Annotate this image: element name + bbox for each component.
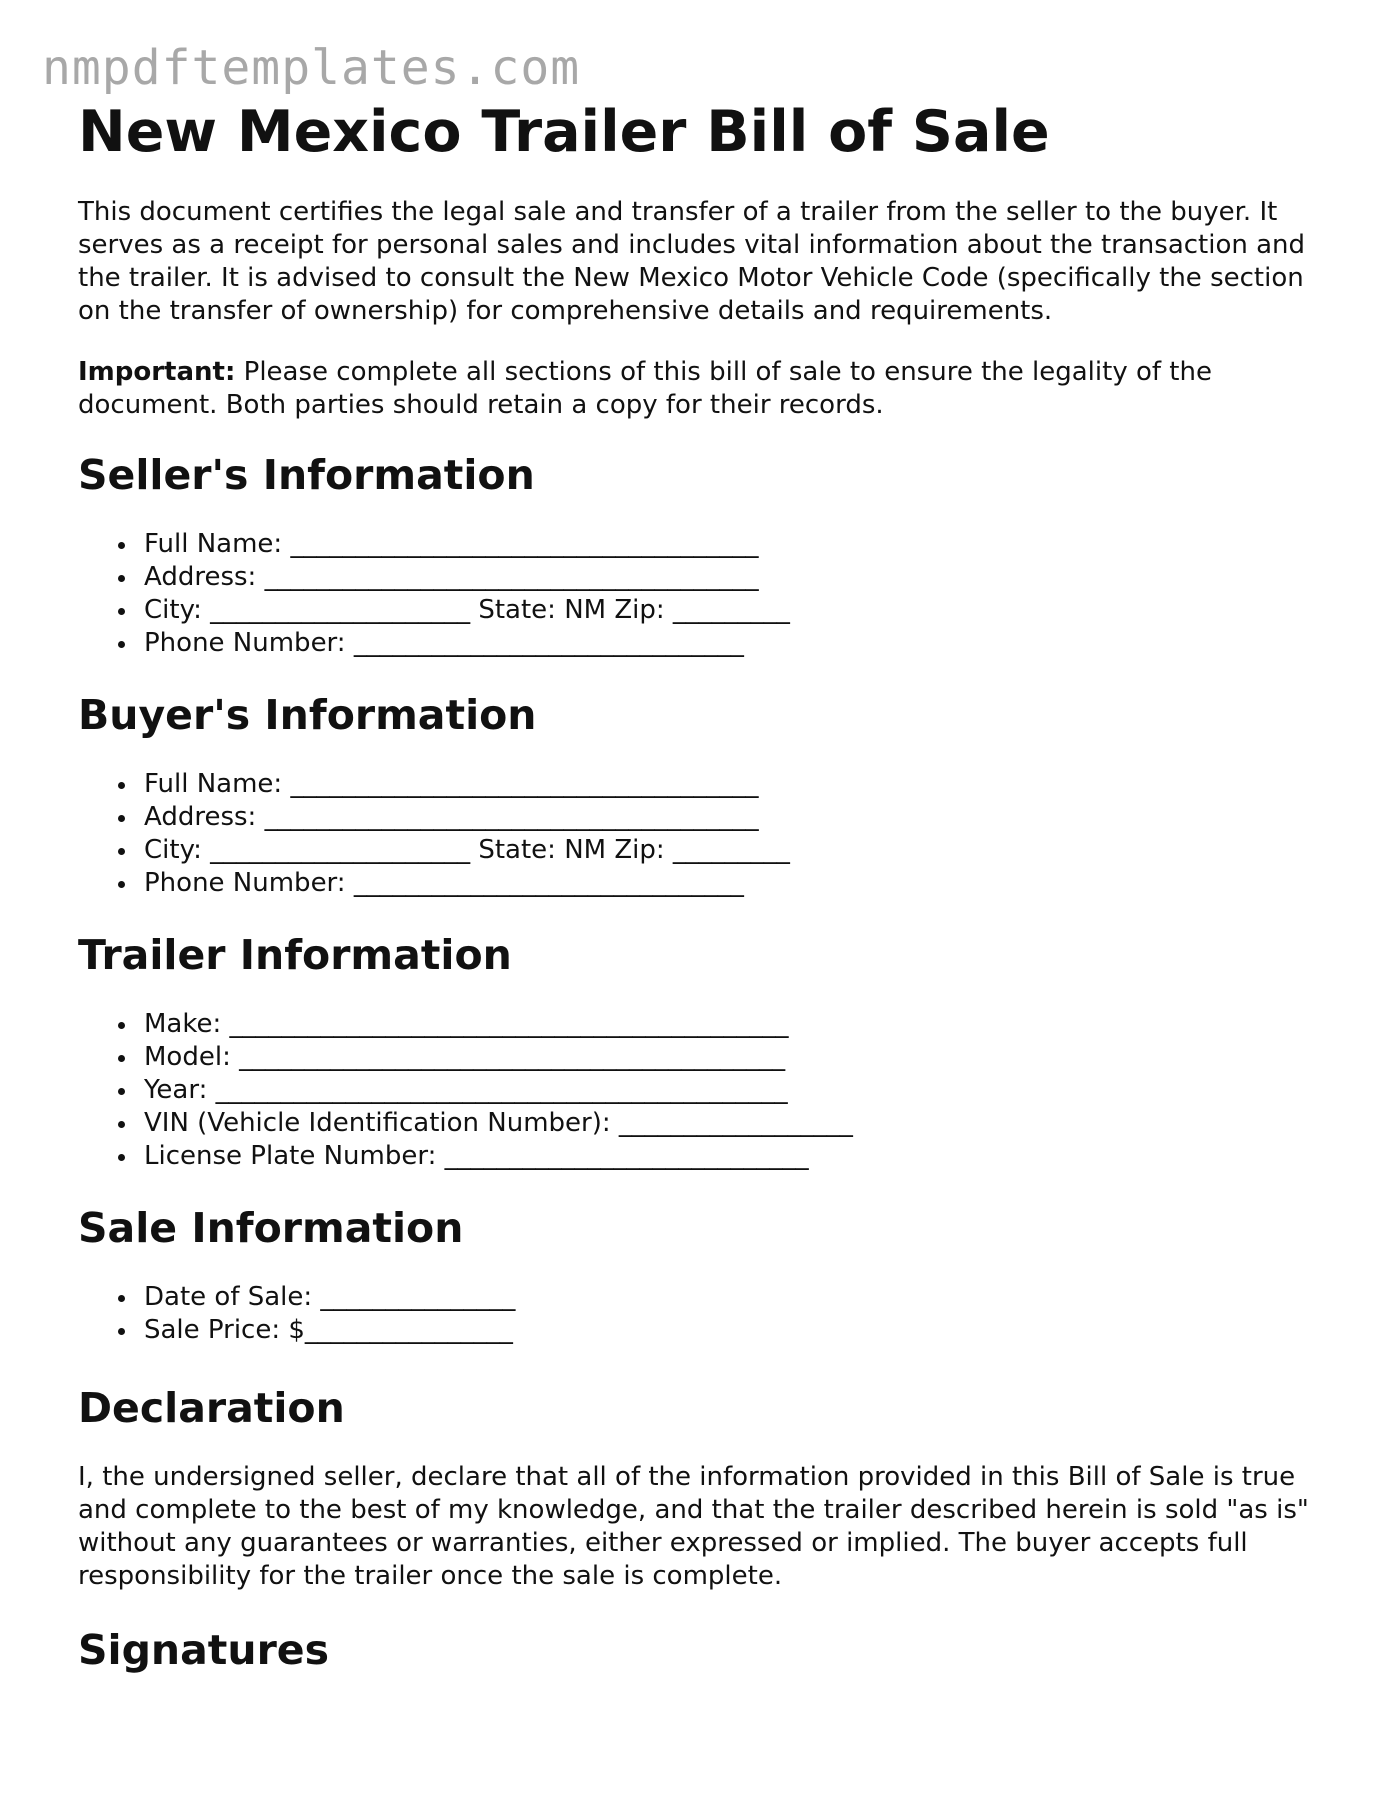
- buyer-full-name-field[interactable]: Full Name: ____________________________________: [144, 768, 1338, 801]
- seller-fields: [78, 528, 1338, 660]
- trailer-vin-field[interactable]: VIN (Vehicle Identification Number): __________________: [144, 1107, 1338, 1140]
- trailer-year-field[interactable]: Year: ____________________________________________: [144, 1074, 1338, 1107]
- declaration-text: I, the undersigned seller, declare that all of the information provided in this Bill of Sale is true and complete to the best of my knowledge, and that the trailer described herein is sold "as is" without any guarantees or warranties, either expressed or implied. The buyer accepts full responsibility for the trailer once the sale is complete.: [78, 1462, 1309, 1591]
- sale-price-field[interactable]: Sale Price: $________________: [144, 1314, 1338, 1347]
- trailer-section: [78, 930, 1338, 1173]
- important-text: Please complete all sections of this bill of sale to ensure the legality of the document. Both parties should retain a copy for their records.: [78, 357, 1212, 420]
- trailer-model-field[interactable]: Model: __________________________________________: [144, 1041, 1338, 1074]
- trailer-make-field[interactable]: Make: ___________________________________________: [144, 1008, 1338, 1041]
- sale-heading: Sale Information: [78, 1204, 464, 1252]
- trailer-heading: Trailer Information: [78, 931, 512, 979]
- important-label: Important:: [78, 357, 236, 387]
- signatures-section: [78, 1625, 1338, 1675]
- site-watermark: nmpdftemplates.com: [42, 40, 581, 96]
- seller-address-field[interactable]: Address: ______________________________________: [144, 561, 1338, 594]
- sale-date-field[interactable]: Date of Sale: _______________: [144, 1281, 1338, 1314]
- buyer-phone-field[interactable]: Phone Number: ______________________________: [144, 867, 1338, 900]
- seller-full-name-field[interactable]: Full Name: ____________________________________: [144, 528, 1338, 561]
- seller-section: [78, 450, 1338, 660]
- trailer-license-plate-field[interactable]: License Plate Number: ____________________________: [144, 1140, 1338, 1173]
- trailer-fields: [78, 1008, 1338, 1173]
- declaration-section: [78, 1383, 1338, 1593]
- page-title: New Mexico Trailer Bill of Sale: [78, 99, 1050, 165]
- important-notice: [78, 356, 1338, 422]
- buyer-city-state-zip-field[interactable]: City: ____________________ State: NM Zip: _________: [144, 834, 1338, 867]
- buyer-heading: Buyer's Information: [78, 691, 537, 739]
- buyer-section: [78, 690, 1338, 900]
- buyer-address-field[interactable]: Address: ______________________________________: [144, 801, 1338, 834]
- signatures-heading: Signatures: [78, 1626, 330, 1674]
- intro-paragraph: This document certifies the legal sale and transfer of a trailer from the seller to the buyer. It serves as a receipt for personal sales and includes vital information about the transaction and the trailer. It is advised to consult the New Mexico Motor Vehicle Code (specifically the section on the transfer of ownership) for comprehensive details and requirements.: [78, 197, 1306, 326]
- seller-city-state-zip-field[interactable]: City: ____________________ State: NM Zip: _________: [144, 594, 1338, 627]
- buyer-fields: [78, 768, 1338, 900]
- seller-phone-field[interactable]: Phone Number: ______________________________: [144, 627, 1338, 660]
- seller-heading: Seller's Information: [78, 451, 535, 499]
- declaration-heading: Declaration: [78, 1384, 345, 1432]
- sale-fields: [78, 1281, 1338, 1347]
- document-page: [78, 98, 1338, 1703]
- sale-section: [78, 1203, 1338, 1347]
